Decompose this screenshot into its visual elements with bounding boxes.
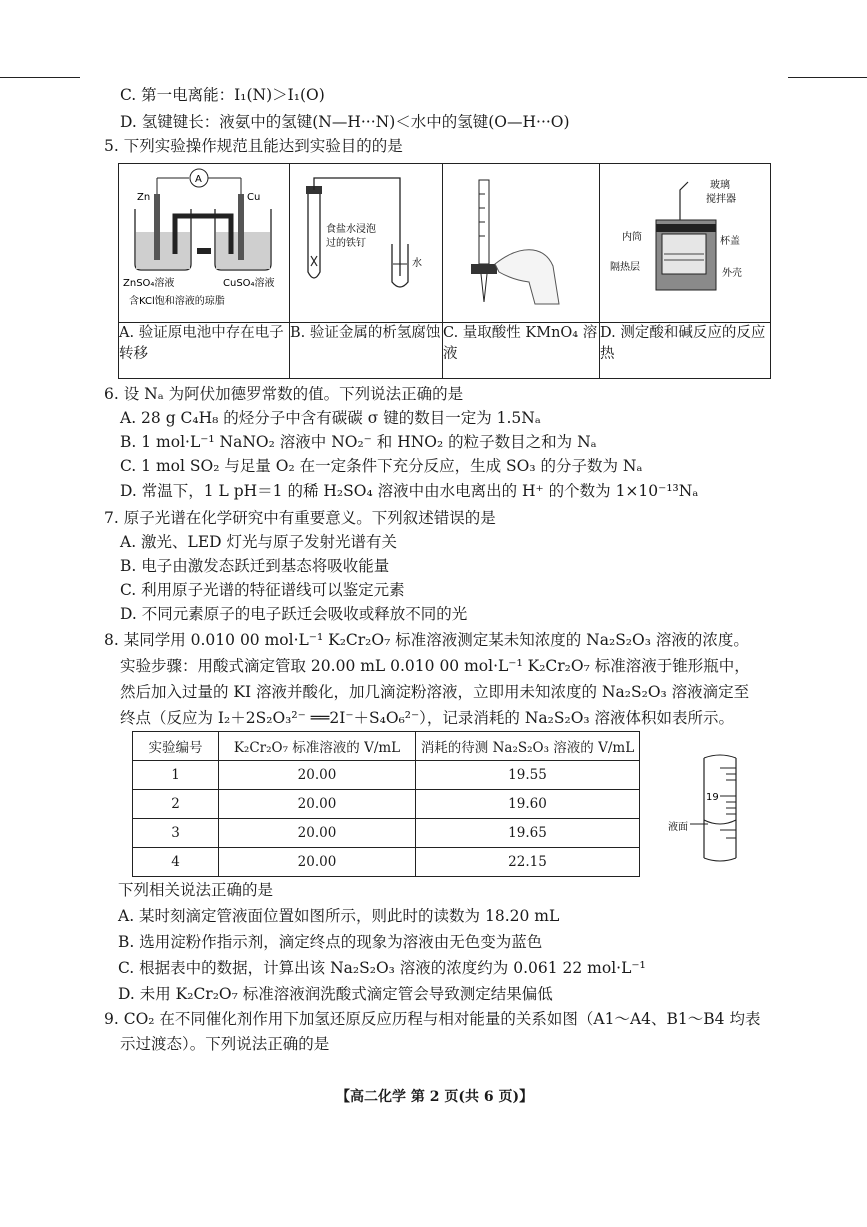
q6-stem: 6. 设 Nₐ 为阿伏加德罗常数的值。下列说法正确的是 bbox=[104, 385, 464, 403]
nail-label-2: 过的铁钉 bbox=[326, 238, 366, 249]
salt-bridge-label: 含KCl饱和溶液的琼脂 bbox=[129, 296, 225, 307]
q7-option-b: B. 电子由激发态跃迁到基态将吸收能量 bbox=[120, 557, 390, 575]
q8-option-b: B. 选用淀粉作指示剂，滴定终点的现象为溶液由无色变为蓝色 bbox=[118, 933, 543, 951]
cuso4-label: CuSO₄溶液 bbox=[223, 278, 275, 289]
galvanic-cell-diagram bbox=[119, 164, 289, 318]
q5-experiment-table bbox=[118, 163, 771, 379]
burette-diagram bbox=[443, 164, 599, 318]
table-cell: 19.60 bbox=[416, 790, 640, 819]
q8-option-d: D. 未用 K₂Cr₂O₇ 标准溶液润洗酸式滴定管会导致测定结果偏低 bbox=[118, 985, 553, 1003]
table-cell: 20.00 bbox=[219, 848, 416, 877]
table-cell: 19.55 bbox=[416, 761, 640, 790]
q8-step-1: 实验步骤：用酸式滴定管取 20.00 mL 0.010 00 mol·L⁻¹ K₂Cr₂O₇ 标准溶液于锥形瓶中， bbox=[120, 657, 750, 675]
q8-option-c: C. 根据表中的数据，计算出该 Na₂S₂O₃ 溶液的浓度约为 0.061 22 mol·L⁻¹ bbox=[118, 959, 646, 977]
titration-data-table bbox=[132, 731, 640, 877]
top-left-rule bbox=[0, 77, 80, 78]
q8-option-a: A. 某时刻滴定管液面位置如图所示，则此时的读数为 18.20 mL bbox=[118, 907, 560, 925]
table-cell: 2 bbox=[133, 790, 219, 819]
q9-stem-line-1: 9. CO₂ 在不同催化剂作用下加氢还原反应历程与相对能量的关系如图（A1～A4、B1～B4 均表 bbox=[104, 1010, 761, 1028]
water-label: 水 bbox=[412, 258, 422, 269]
table-cell: 20.00 bbox=[219, 819, 416, 848]
corrosion-test-diagram bbox=[290, 164, 442, 318]
panel-b-figure bbox=[290, 164, 443, 323]
panel-d-caption: D. 测定酸和碱反应的反应热 bbox=[600, 323, 771, 379]
q6-option-a: A. 28 g C₄H₈ 的烃分子中含有碳碳 σ 键的数目一定为 1.5Nₐ bbox=[120, 409, 541, 427]
q6-option-c: C. 1 mol SO₂ 与足量 O₂ 在一定条件下充分反应，生成 SO₃ 的分子数为 Nₐ bbox=[120, 457, 643, 475]
header-cell: 消耗的待测 Na₂S₂O₃ 溶液的 V/mL bbox=[416, 732, 640, 761]
q7-option-d: D. 不同元素原子的电子跃迁会吸收或释放不同的光 bbox=[120, 605, 468, 623]
q8-stem: 8. 某同学用 0.010 00 mol·L⁻¹ K₂Cr₂O₇ 标准溶液测定某未知浓度的 Na₂S₂O₃ 溶液的浓度。 bbox=[104, 631, 749, 649]
q4-option-c: C. 第一电离能：I₁(N)＞I₁(O) bbox=[120, 86, 325, 104]
stirrer-label-1: 玻璃 bbox=[710, 180, 730, 191]
znso4-label: ZnSO₄溶液 bbox=[123, 278, 175, 289]
zn-label: Zn bbox=[137, 192, 151, 203]
q9-stem-line-2: 示过渡态）。下列说法正确的是 bbox=[120, 1035, 330, 1053]
table-header-row bbox=[133, 732, 640, 761]
calorimeter-diagram bbox=[600, 164, 770, 318]
q5-stem: 5. 下列实验操作规范且能达到实验目的的是 bbox=[104, 137, 403, 155]
table-cell: 22.15 bbox=[416, 848, 640, 877]
top-right-rule bbox=[788, 77, 867, 78]
table-cell: 1 bbox=[133, 761, 219, 790]
q6-option-d: D. 常温下，1 L pH＝1 的稀 H₂SO₄ 溶液中由水电离出的 H⁺ 的个数为 1×10⁻¹³Nₐ bbox=[120, 482, 699, 500]
ammeter-label: A bbox=[195, 174, 202, 185]
q8-step-2: 然后加入过量的 KI 溶液并酸化，加几滴淀粉溶液，立即用未知浓度的 Na₂S₂O₃ 溶液滴定至 bbox=[120, 683, 750, 701]
liquid-level-label: 液面 bbox=[668, 822, 688, 833]
table-row bbox=[133, 761, 640, 790]
table-cell: 20.00 bbox=[219, 790, 416, 819]
table-cell: 19.65 bbox=[416, 819, 640, 848]
panel-c-figure bbox=[443, 164, 600, 323]
header-cell: 实验编号 bbox=[133, 732, 219, 761]
cu-label: Cu bbox=[247, 192, 261, 203]
lid-label: 杯盖 bbox=[720, 236, 740, 247]
insulation-label: 隔热层 bbox=[610, 262, 640, 273]
q4-option-d: D. 氢键键长：液氨中的氢键(N—H···N)＜水中的氢键(O—H···O) bbox=[120, 113, 570, 131]
q7-option-a: A. 激光、LED 灯光与原子发射光谱有关 bbox=[120, 533, 398, 551]
table-row bbox=[133, 848, 640, 877]
panel-b-caption: B. 验证金属的析氢腐蚀 bbox=[290, 323, 443, 379]
q6-option-b: B. 1 mol·L⁻¹ NaNO₂ 溶液中 NO₂⁻ 和 HNO₂ 的粒子数目之和为 Nₐ bbox=[120, 433, 597, 451]
stirrer-label-2: 搅拌器 bbox=[706, 194, 736, 205]
panel-c-caption: C. 量取酸性 KMnO₄ 溶液 bbox=[443, 323, 600, 379]
table-cell: 4 bbox=[133, 848, 219, 877]
q7-option-c: C. 利用原子光谱的特征谱线可以鉴定元素 bbox=[120, 581, 405, 599]
table-cell: 3 bbox=[133, 819, 219, 848]
burette-mark-label: 19 bbox=[706, 792, 719, 803]
q8-ask: 下列相关说法正确的是 bbox=[118, 881, 274, 899]
panel-a-figure bbox=[119, 164, 290, 323]
panel-a-caption: A. 验证原电池中存在电子转移 bbox=[119, 323, 290, 379]
header-cell: K₂Cr₂O₇ 标准溶液的 V/mL bbox=[219, 732, 416, 761]
page-footer: 【高二化学 第 2 页(共 6 页)】 bbox=[336, 1089, 534, 1105]
shell-label: 外壳 bbox=[722, 268, 742, 279]
inner-cup-label: 内筒 bbox=[622, 232, 642, 243]
table-row bbox=[133, 790, 640, 819]
table-cell: 20.00 bbox=[219, 761, 416, 790]
panel-d-figure bbox=[600, 164, 771, 323]
q7-stem: 7. 原子光谱在化学研究中有重要意义。下列叙述错误的是 bbox=[104, 509, 496, 527]
burette-reading-figure bbox=[668, 752, 758, 864]
table-row bbox=[133, 819, 640, 848]
nail-label-1: 食盐水浸泡 bbox=[326, 224, 376, 235]
q8-step-3: 终点（反应为 I₂＋2S₂O₃²⁻ ══2I⁻＋S₄O₆²⁻），记录消耗的 Na₂S₂O₃ 溶液体积如表所示。 bbox=[120, 709, 735, 727]
